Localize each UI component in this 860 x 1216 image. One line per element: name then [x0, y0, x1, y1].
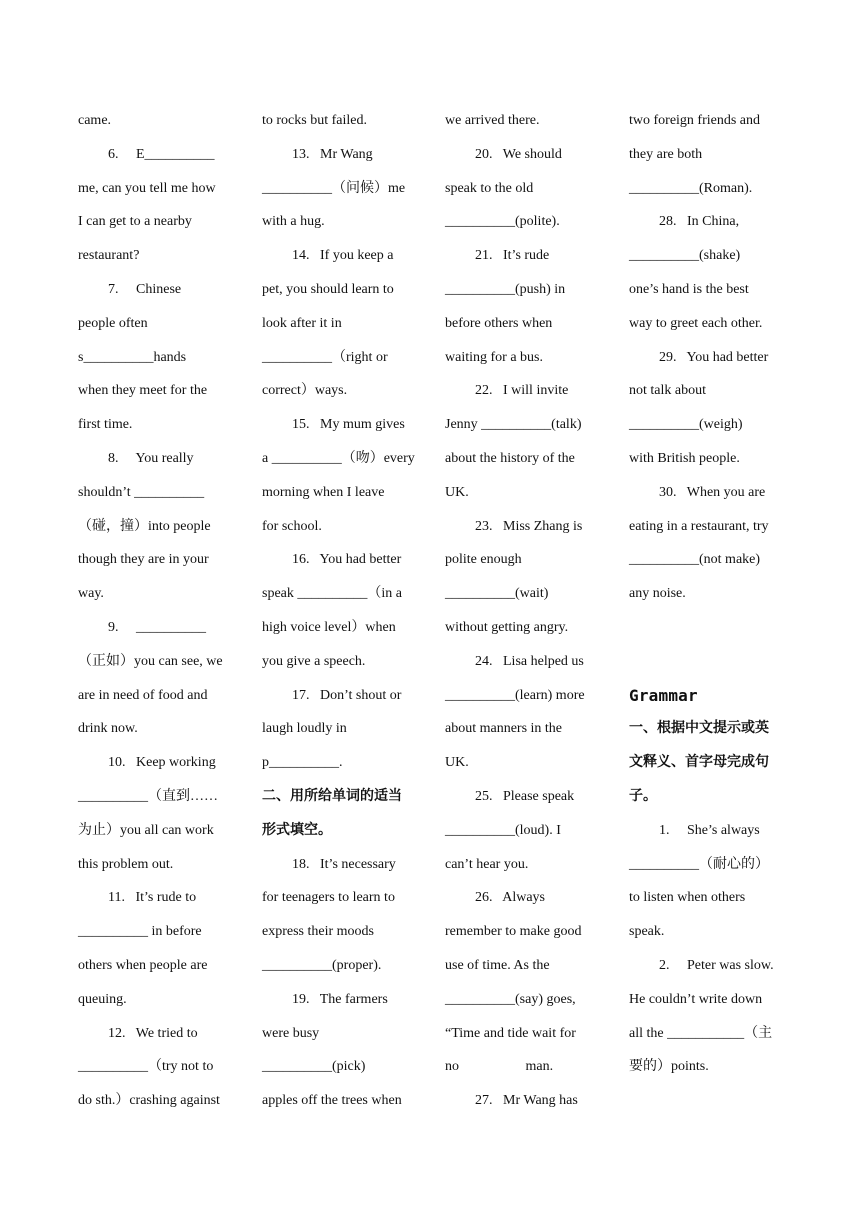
- question-start-line: 27. Mr Wang has: [475, 1093, 578, 1109]
- text-column-3: [445, 104, 605, 1118]
- question-text-line: to rocks but failed.: [262, 113, 367, 128]
- question-start-line: 14. If you keep a: [292, 248, 394, 264]
- question-text-line: one’s hand is the best: [629, 281, 749, 297]
- question-text-line: people often: [78, 315, 148, 331]
- question-text-line: __________(not make): [629, 552, 761, 568]
- question-start-line: 20. We should: [475, 146, 562, 162]
- question-text-line: __________ in before: [78, 924, 202, 940]
- question-text-line: （碰，撞）into people: [78, 518, 211, 534]
- question-text-line: __________（直到……: [78, 788, 218, 804]
- question-text-line: （正如）you can see, we: [78, 653, 223, 669]
- question-text-line: for school.: [262, 518, 322, 534]
- question-text-line: were busy: [262, 1025, 320, 1041]
- question-start-line: 8. You really: [108, 450, 194, 466]
- question-text-line: all the ___________（主: [629, 1025, 773, 1041]
- question-text-line: __________(polite).: [445, 214, 560, 230]
- question-text-line: speak to the old: [445, 180, 534, 196]
- question-start-line: 1. She’s always: [659, 822, 760, 838]
- question-text-line: eating in a restaurant, try: [629, 518, 769, 534]
- question-text-line: correct）ways.: [262, 383, 348, 399]
- question-start-line: 12. We tried to: [108, 1025, 198, 1041]
- question-text-line: about manners in the: [445, 721, 563, 737]
- spacer: [629, 611, 789, 645]
- question-text-line: s__________hands: [78, 349, 187, 365]
- question-text-line: __________(shake): [629, 248, 741, 264]
- section-heading-line: 一、根据中文提示或英: [629, 720, 769, 737]
- question-start-line: 22. I will invite: [475, 383, 569, 399]
- question-text-line: pet, you should learn to: [262, 281, 394, 297]
- question-text-line: p__________.: [262, 755, 343, 771]
- question-text-line: with a hug.: [262, 214, 325, 230]
- question-start-line: 10. Keep working: [108, 755, 216, 771]
- question-text-line: with British people.: [629, 450, 740, 466]
- question-text-line: __________（try not to: [78, 1059, 214, 1075]
- question-text-line: way.: [78, 586, 104, 602]
- question-start-line: 16. You had better: [292, 552, 402, 568]
- question-text-line: “Time and tide wait for: [445, 1025, 576, 1041]
- question-text-line: about the history of the: [445, 450, 575, 466]
- question-text-line: __________(Roman).: [629, 180, 753, 196]
- section-heading-line: 子。: [629, 787, 657, 804]
- question-text-line: __________(proper).: [262, 957, 382, 973]
- question-text-line: __________(learn) more: [445, 687, 585, 703]
- question-text-line: I can get to a nearby: [78, 214, 192, 230]
- question-start-line: 17. Don’t shout or: [292, 687, 402, 703]
- question-text-line: __________(loud). I: [445, 822, 561, 838]
- question-start-line: 11. It’s rude to: [108, 890, 197, 906]
- question-start-line: 29. You had better: [659, 349, 769, 365]
- question-text-line: speak.: [629, 924, 665, 940]
- question-text-line: a __________（吻）every: [262, 450, 415, 466]
- question-text-line: came.: [78, 113, 112, 128]
- question-text-line: UK.: [445, 484, 469, 500]
- question-start-line: 15. My mum gives: [292, 417, 405, 433]
- spacer: [629, 645, 789, 679]
- question-text-line: no man.: [445, 1059, 554, 1075]
- question-text-line: you give a speech.: [262, 653, 366, 669]
- question-text-line: __________(pick): [262, 1059, 366, 1075]
- question-text-line: restaurant?: [78, 248, 140, 264]
- question-text-line: apples off the trees when: [262, 1093, 402, 1109]
- question-text-line: __________（耐心的）: [629, 856, 769, 872]
- question-text-line: they are both: [629, 146, 703, 162]
- question-text-line: we arrived there.: [445, 113, 540, 128]
- question-text-line: shouldn’t __________: [78, 484, 205, 500]
- question-text-line: 为止）you all can work: [78, 822, 214, 838]
- question-text-line: 要的）points.: [629, 1059, 709, 1075]
- question-text-line: without getting angry.: [445, 619, 569, 635]
- question-start-line: 25. Please speak: [475, 788, 575, 804]
- question-start-line: 6. E__________: [108, 146, 215, 162]
- question-text-line: laugh loudly in: [262, 721, 347, 737]
- question-text-line: remember to make good: [445, 924, 582, 940]
- question-start-line: 30. When you are: [659, 484, 766, 500]
- section-title: Grammar: [629, 685, 698, 705]
- question-text-line: polite enough: [445, 552, 522, 568]
- question-text-line: are in need of food and: [78, 687, 208, 703]
- question-text-line: this problem out.: [78, 856, 174, 872]
- question-start-line: 23. Miss Zhang is: [475, 518, 583, 534]
- question-text-line: two foreign friends and: [629, 113, 761, 128]
- question-text-line: express their moods: [262, 924, 374, 940]
- question-text-line: can’t hear you.: [445, 856, 529, 872]
- question-text-line: others when people are: [78, 957, 208, 973]
- question-start-line: 26. Always: [475, 890, 545, 906]
- question-text-line: though they are in your: [78, 552, 209, 568]
- question-text-line: UK.: [445, 755, 469, 771]
- question-start-line: 13. Mr Wang: [292, 146, 373, 162]
- question-start-line: 2. Peter was slow.: [659, 957, 774, 973]
- question-text-line: He couldn’t write down: [629, 991, 763, 1007]
- question-text-line: waiting for a bus.: [445, 349, 543, 365]
- question-start-line: 19. The farmers: [292, 991, 388, 1007]
- question-start-line: 24. Lisa helped us: [475, 653, 584, 669]
- section-heading-line: 二、用所给单词的适当: [262, 787, 402, 804]
- question-text-line: to listen when others: [629, 890, 746, 906]
- question-text-line: before others when: [445, 315, 553, 331]
- text-column-4: [629, 104, 789, 1084]
- question-text-line: me, can you tell me how: [78, 180, 216, 196]
- question-text-line: any noise.: [629, 586, 686, 602]
- question-text-line: first time.: [78, 417, 133, 433]
- text-column-2: [262, 104, 422, 1118]
- question-text-line: high voice level）when: [262, 619, 396, 635]
- question-text-line: for teenagers to learn to: [262, 890, 395, 906]
- question-text-line: __________（right or: [262, 349, 388, 365]
- question-text-line: __________(weigh): [629, 417, 743, 433]
- question-text-line: way to greet each other.: [629, 315, 763, 331]
- question-text-line: __________（问候）me: [262, 180, 406, 196]
- question-text-line: __________(wait): [445, 586, 549, 602]
- question-text-line: do sth.）crashing against: [78, 1093, 220, 1109]
- section-heading-line: 文释义、首字母完成句: [629, 754, 769, 771]
- question-text-line: not talk about: [629, 383, 706, 399]
- question-text-line: queuing.: [78, 991, 127, 1007]
- question-start-line: 7. Chinese: [108, 281, 182, 297]
- question-text-line: morning when I leave: [262, 484, 385, 500]
- question-text-line: speak __________（in a: [262, 586, 402, 602]
- question-start-line: 18. It’s necessary: [292, 856, 396, 872]
- question-text-line: use of time. As the: [445, 957, 550, 973]
- question-text-line: __________(say) goes,: [445, 991, 576, 1007]
- section-heading-line: 形式填空。: [262, 821, 332, 838]
- question-text-line: __________(push) in: [445, 281, 566, 297]
- question-start-line: 9. __________: [108, 619, 206, 635]
- question-text-line: Jenny __________(talk): [445, 417, 582, 433]
- text-column-1: [78, 104, 238, 1118]
- question-start-line: 21. It’s rude: [475, 248, 550, 264]
- question-text-line: look after it in: [262, 315, 342, 331]
- question-text-line: when they meet for the: [78, 383, 208, 399]
- question-text-line: drink now.: [78, 721, 138, 737]
- question-start-line: 28. In China,: [659, 214, 740, 230]
